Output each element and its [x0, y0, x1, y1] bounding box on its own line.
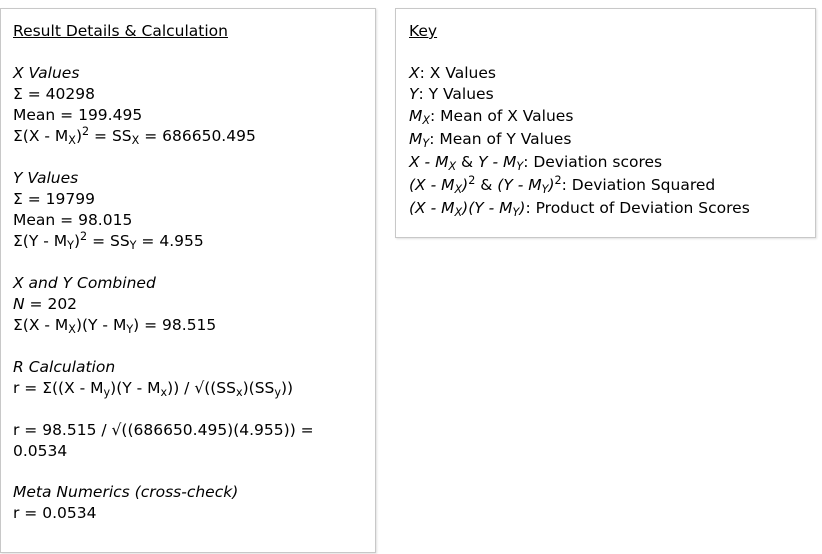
- key-sq-b: (Y - M: [497, 176, 542, 194]
- y-ss-expr-close: ): [73, 232, 81, 250]
- r-formula-sub3: x: [235, 385, 243, 399]
- key-dev-b-sub: Y: [516, 159, 524, 173]
- r-formula-part5: )): [280, 379, 294, 397]
- sp-expr: Σ(X - M: [13, 316, 69, 334]
- key-dev-a: X - M: [409, 153, 449, 171]
- key-sq-a-sub: X: [454, 182, 463, 196]
- key-sq-b-sub: Y: [541, 182, 549, 196]
- y-values-section: [13, 168, 375, 252]
- y-ss-expr: Σ(Y - M: [13, 232, 68, 250]
- x-ss-sub: X: [68, 133, 76, 147]
- x-mean-line: [13, 105, 375, 126]
- key-heading: Key: [409, 22, 438, 40]
- spacer: [13, 399, 375, 420]
- key-mx-symbol: M: [409, 107, 423, 125]
- x-ss-sub2: X: [131, 133, 140, 147]
- r-formula-part2: )(Y - M: [110, 379, 161, 397]
- sp-value: 98.515: [162, 316, 217, 334]
- x-sum-label: Σ =: [13, 85, 46, 103]
- r-formula-sub1: y: [103, 385, 111, 399]
- x-values-section: [13, 63, 375, 147]
- key-mx-desc: : Mean of X Values: [430, 107, 574, 125]
- x-ss-value: 686650.495: [162, 127, 256, 145]
- n-eq: =: [24, 295, 48, 313]
- y-ss-eq: = SS: [87, 232, 130, 250]
- r-formula-sub4: y: [274, 385, 281, 399]
- key-prod-a: (X - M: [409, 199, 455, 217]
- result-details-heading: Result Details & Calculation: [13, 22, 228, 40]
- key-sq-a: (X - M: [409, 176, 455, 194]
- sp-sub2: Y: [126, 322, 134, 336]
- key-panel: [395, 8, 816, 238]
- key-sq-sup2: 2: [554, 173, 562, 187]
- key-deviation: [409, 151, 815, 174]
- x-ss-line: [13, 126, 375, 147]
- x-values-title: X Values: [13, 64, 80, 82]
- combined-title: X and Y Combined: [13, 274, 156, 292]
- result-details-panel: [0, 8, 376, 553]
- y-mean-line: [13, 210, 375, 231]
- meta-section: [13, 482, 375, 524]
- key-sq-a-close: ): [462, 176, 469, 194]
- key-squared: [409, 174, 815, 197]
- key-dev-a-sub: X: [448, 159, 457, 173]
- x-ss-expr: Σ(X - M: [13, 127, 69, 145]
- y-ss-sub2: Y: [129, 238, 137, 252]
- x-ss-eq: = SS: [89, 127, 132, 145]
- r-calc-title: R Calculation: [13, 358, 116, 376]
- key-dev-desc: : Deviation scores: [523, 153, 663, 171]
- key-y: [409, 84, 815, 105]
- key-x-symbol: X: [409, 64, 420, 82]
- key-my-symbol: M: [409, 130, 423, 148]
- x-mean-label: Mean =: [13, 106, 79, 124]
- key-sq-desc: : Deviation Squared: [561, 176, 716, 194]
- combined-section: [13, 273, 375, 336]
- y-ss-line: [13, 231, 375, 252]
- r-formula-part1: r = Σ((X - M: [13, 379, 104, 397]
- key-sq-amp: &: [475, 176, 498, 194]
- y-ss-sub: Y: [67, 238, 74, 252]
- key-x-desc: : X Values: [419, 64, 496, 82]
- y-ss-eq2: =: [136, 232, 160, 250]
- y-values-title: Y Values: [13, 169, 79, 187]
- y-mean-value: 98.015: [78, 211, 133, 229]
- x-ss-expr-close: ): [75, 127, 82, 145]
- meta-title: Meta Numerics (cross-check): [13, 483, 239, 501]
- key-prod-b-sub: Y: [512, 205, 520, 219]
- key-dev-b: Y - M: [478, 153, 517, 171]
- key-x: [409, 63, 815, 84]
- y-sum-label: Σ =: [13, 190, 46, 208]
- n-line: [13, 294, 375, 315]
- r-formula-sub2: x: [160, 385, 168, 399]
- key-sq-b-close: ): [548, 176, 555, 194]
- x-ss-sup: 2: [82, 124, 90, 138]
- key-prod-b: )(Y - M: [462, 199, 513, 217]
- key-prod-desc: : Product of Deviation Scores: [525, 199, 750, 217]
- key-prod-c: ): [519, 199, 526, 217]
- r-formula-part3: )) / √((SS: [167, 379, 236, 397]
- key-my-sub: Y: [422, 136, 430, 150]
- key-mx-sub: X: [422, 113, 431, 127]
- sp-sub1: X: [68, 322, 76, 336]
- y-sum-value: 19799: [45, 190, 95, 208]
- sp-line: [13, 315, 375, 336]
- key-my-desc: : Mean of Y Values: [429, 130, 572, 148]
- key-sq-sup1: 2: [468, 173, 476, 187]
- x-ss-eq2: =: [139, 127, 163, 145]
- r-calc-section: [13, 357, 375, 462]
- sp-expr-end: ) =: [133, 316, 163, 334]
- meta-result: r = 0.0534: [13, 504, 97, 522]
- x-sum-line: [13, 84, 375, 105]
- y-ss-sup: 2: [80, 229, 88, 243]
- n-label: N: [13, 295, 25, 313]
- r-formula-part4: )(SS: [242, 379, 275, 397]
- key-y-symbol: Y: [409, 85, 419, 103]
- key-mx: [409, 105, 815, 128]
- key-product: [409, 197, 815, 220]
- r-compute-line: r = 98.515 / √((686650.495)(4.955)) = 0.0534: [13, 421, 314, 460]
- sp-expr-mid: )(Y - M: [75, 316, 127, 334]
- y-sum-line: [13, 189, 375, 210]
- r-formula-line: [13, 378, 375, 399]
- key-dev-amp: &: [456, 153, 479, 171]
- x-sum-value: 40298: [45, 85, 95, 103]
- key-prod-a-sub: X: [454, 205, 463, 219]
- key-y-desc: : Y Values: [418, 85, 494, 103]
- y-mean-label: Mean =: [13, 211, 79, 229]
- n-value: 202: [47, 295, 78, 313]
- key-my: [409, 128, 815, 151]
- x-mean-value: 199.495: [78, 106, 143, 124]
- y-ss-value: 4.955: [159, 232, 204, 250]
